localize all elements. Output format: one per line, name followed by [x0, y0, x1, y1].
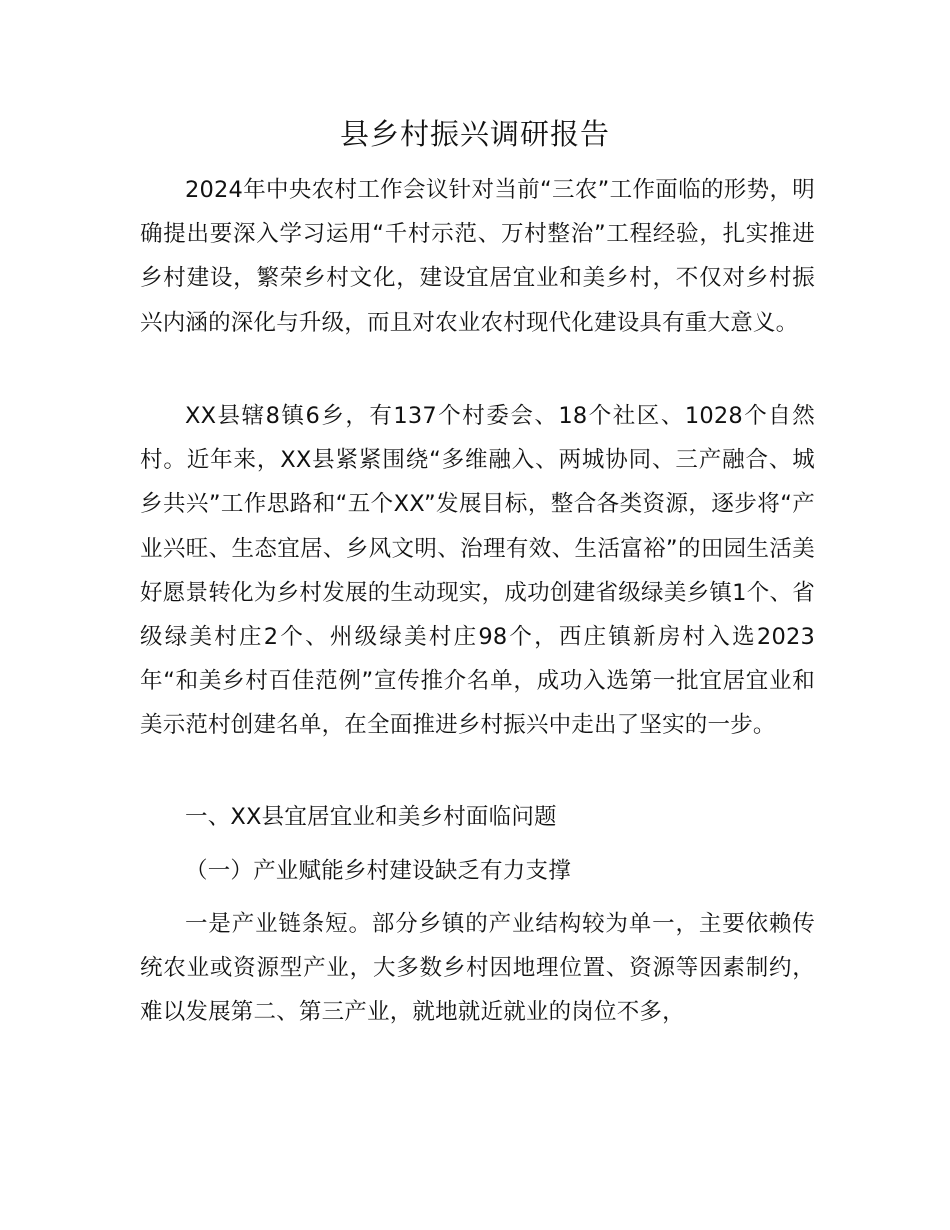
subsection-heading-industry: （一）产业赋能乡村建设缺乏有力支撑 — [185, 858, 571, 884]
document-title: 县乡村振兴调研报告 — [339, 117, 610, 151]
paragraph-industry-chain: 一是产业链条短。部分乡镇的产业结构较为单一，主要依赖传统农业或资源型产业，大多数乡村因地理位置、资源等因素制约，难以发展第二、第三产业，就地就近就业的岗位不多， — [140, 911, 815, 1026]
section-heading-problems: 一、XX县宜居宜业和美乡村面临问题 — [185, 804, 557, 830]
paragraph-county-overview: XX县辖8镇6乡，有137个村委会、18个社区、1028个自然村。近年来，XX县紧紧围绕“多维融入、两城协同、三产融合、城乡共兴”工作思路和“五个XX”发展目标，整合各类资源，逐步将“产业兴旺、生态宜居、乡风文明、治理有效、生活富裕”的田园生活美好愿景转化为乡村发展的生动现实，成功创建省级绿美乡镇1个、省级绿美村庄2个、州级绿美村庄98个，西庄镇新房村入选2023年“和美乡村百佳范例”宣传推介名单，成功入选第一批宜居宜业和美示范村创建名单，在全面推进乡村振兴中走出了坚实的一步。 — [140, 403, 815, 739]
paragraph-intro: 2024年中央农村工作会议针对当前“三农”工作面临的形势，明确提出要深入学习运用“千村示范、万村整治”工程经验，扎实推进乡村建设，繁荣乡村文化，建设宜居宜业和美乡村，不仅对乡村振兴内涵的深化与升级，而且对农业农村现代化建设具有重大意义。 — [140, 177, 815, 336]
